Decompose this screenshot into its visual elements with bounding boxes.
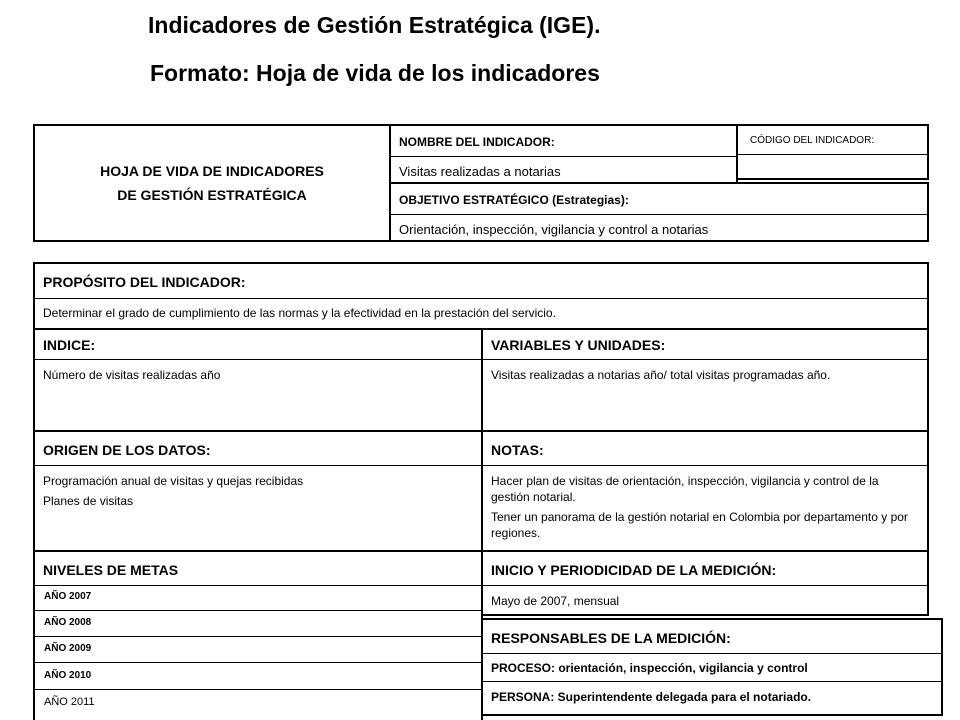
variables-value: Visitas realizadas a notarias año/ total visitas programadas año.	[491, 368, 831, 382]
meta-year-2011: AÑO 2011	[44, 696, 95, 708]
proposito-value: Determinar el grado de cumplimiento de las normas y la efectividad en la prestación del servicio.	[43, 306, 556, 320]
origen-box	[33, 430, 483, 552]
inicio-label: INICIO Y PERIODICIDAD DE LA MEDICIÓN:	[491, 562, 777, 578]
objetivo-estrategico-value: Orientación, inspección, vigilancia y control a notarias	[399, 222, 709, 237]
nombre-indicador-box	[389, 124, 738, 184]
meta-year-2010: AÑO 2010	[44, 670, 92, 681]
objetivo-estrategico-box	[389, 182, 929, 242]
hoja-de-vida-box	[33, 124, 391, 242]
notas-paragraph-1: Hacer plan de visitas de orientación, inspección, vigilancia y control de la gestión notarial.	[491, 474, 879, 504]
variables-label: VARIABLES Y UNIDADES:	[491, 337, 666, 353]
proposito-label: PROPÓSITO DEL INDICADOR:	[43, 274, 246, 290]
responsables-box	[481, 618, 943, 716]
hoja-de-vida-title-line1: HOJA DE VIDA DE INDICADORES	[100, 163, 324, 179]
indice-value: Número de visitas realizadas año	[43, 368, 221, 382]
hoja-de-vida-title-line2: DE GESTIÓN ESTRATÉGICA	[117, 187, 307, 203]
notas-label: NOTAS:	[491, 442, 544, 458]
meta-year-2009: AÑO 2009	[44, 643, 92, 654]
proposito-box	[33, 262, 929, 330]
page-subtitle: Formato: Hoja de vida de los indicadores	[150, 60, 600, 86]
notas-paragraph-2: Tener un panorama de la gestión notarial en Colombia por departamento y por regiones.	[491, 510, 908, 540]
responsables-proceso: PROCESO: orientación, inspección, vigilancia y control	[491, 661, 808, 675]
nombre-indicador-value: Visitas realizadas a notarias	[399, 164, 561, 179]
meta-year-2007: AÑO 2007	[44, 591, 92, 602]
codigo-indicador-box	[736, 124, 929, 180]
niveles-metas-box	[33, 550, 483, 720]
nombre-indicador-label: NOMBRE DEL INDICADOR:	[399, 135, 555, 149]
responsables-persona: PERSONA: Superintendente delegada para el notariado.	[491, 690, 812, 704]
inicio-value: Mayo de 2007, mensual	[491, 594, 620, 608]
codigo-indicador-label: CÓDIGO DEL INDICADOR:	[750, 135, 875, 146]
page-title: Indicadores de Gestión Estratégica (IGE).	[148, 12, 601, 38]
notas-box	[481, 430, 929, 552]
variables-box	[481, 328, 929, 432]
inicio-box	[481, 550, 929, 616]
objetivo-estrategico-label: OBJETIVO ESTRATÉGICO (Estrategias):	[399, 193, 629, 207]
indice-box	[33, 328, 483, 432]
meta-year-2008: AÑO 2008	[44, 617, 92, 628]
origen-line-1: Programación anual de visitas y quejas recibidas	[43, 474, 304, 488]
indice-label: INDICE:	[43, 337, 96, 353]
responsables-label: RESPONSABLES DE LA MEDICIÓN:	[491, 630, 731, 646]
niveles-metas-label: NIVELES DE METAS	[43, 562, 179, 578]
origen-line-2: Planes de visitas	[43, 494, 134, 508]
origen-label: ORIGEN DE LOS DATOS:	[43, 442, 211, 458]
